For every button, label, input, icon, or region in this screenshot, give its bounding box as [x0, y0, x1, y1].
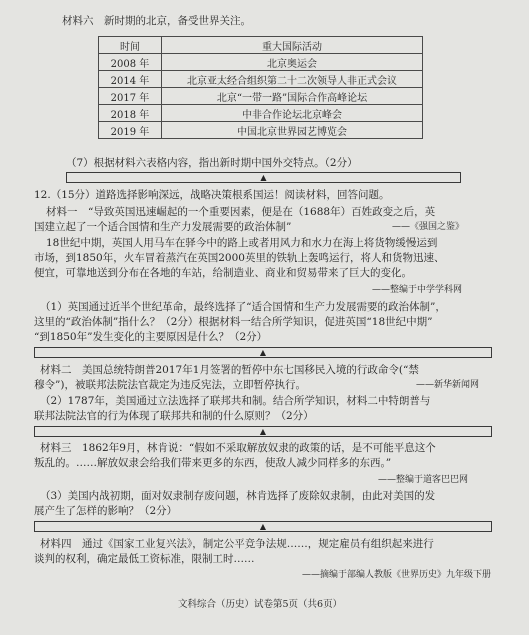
table-cell-event: 中非合作论坛北京峰会: [162, 105, 423, 122]
material-two-line1: 材料二 美国总统特朗普2017年1月签署的暂停中东七国移民入境的行政命令(“禁: [40, 364, 419, 376]
question-2-line2: 联邦法院法官的行为体现了联邦共和制的什么原则？（2分）: [34, 410, 314, 422]
material-two-source: ——新华新闻网: [416, 380, 480, 390]
answer-box-q3[interactable]: [34, 521, 492, 532]
material-one-line2: 国建立起了一个适合国情和生产力发展需要的政治体制”: [34, 221, 292, 233]
table-cell-year: 2019 年: [99, 122, 162, 139]
question-3-line1: （3）美国内战初期，面对奴隶制存废问题，林肯选择了废除奴隶制，由此对美国的发: [40, 490, 436, 502]
question-1-line2: 这里的“政治体制”指什么？（2分）根据材料一结合所学知识，促进英国“18世纪中期”: [34, 316, 433, 328]
question-12-title: 12.（15分）道路选择影响深远，战略决策根系国运！阅读材料，回答问题。: [34, 189, 390, 201]
table-header-time: 时间: [99, 37, 162, 54]
question-1-line3: “到1850年”发生变化的主要原因是什么？（2分）: [34, 331, 268, 343]
table-cell-event: 北京“一带一路”国际合作高峰论坛: [162, 88, 423, 105]
table-row: [99, 71, 423, 88]
material-four-line1: 材料四 通过《国家工业复兴法》，制定公平竞争法规……，规定雇员有组织起来进行: [40, 538, 434, 550]
table-row: [99, 54, 423, 71]
triangle-icon: ▲: [259, 348, 267, 357]
table-cell-event: 北京亚太经合组织第二十二次领导人非正式会议: [162, 71, 423, 88]
material-three-line1: 材料三 1862年9月，林肯说：“假如不采取解放奴隶的政策的话，是不可能平息这个: [40, 442, 436, 454]
triangle-icon: ▲: [259, 427, 267, 436]
material-one-source2: ——整编于中学学科网: [372, 285, 463, 295]
triangle-icon: ▲: [260, 173, 267, 182]
table-cell-year: 2014 年: [99, 71, 162, 88]
material-one-line4: 市场，到1850年，火车冒着蒸汽在英国2000英里的铁轨上轰鸣运行，将人和货物迅速、: [34, 252, 445, 264]
table-cell-year: 2018 年: [99, 105, 162, 122]
table-cell-event: 北京奥运会: [162, 54, 423, 71]
question-7: （7）根据材料六表格内容，指出新时期中国外交特点。（2分）: [66, 157, 358, 169]
table-header-row: [99, 37, 423, 54]
page-footer: 文科综合（历史）试卷第5页（共6页）: [178, 599, 343, 610]
table-cell-year: 2008 年: [99, 54, 162, 71]
material-six-title: 材料六 新时期的北京，备受世界关注。: [62, 15, 251, 27]
material-one-line3: 18世纪中期，英国人用马车在驿今中的路上或者用风力和水力在海上将货物缓慢运到: [46, 237, 438, 249]
answer-box-q2[interactable]: [34, 426, 492, 437]
material-four-source: ——摘编于部编人教版《世界历史》九年级下册: [302, 570, 492, 580]
material-one-line5: 便宜，可靠地送到分布在各地的车站，给制造业、商业和贸易带来了巨大的变化。: [34, 267, 412, 279]
material-one-line1: 材料一 “导致英国迅速崛起的一个重要因素，便是在（1688年）百姓政变之后，英: [46, 206, 436, 218]
material-three-line2: 叛乱的。……解放奴隶会给我们带来更多的东西，使敌人减少同样多的东西。”: [34, 457, 392, 469]
triangle-icon: ▲: [259, 522, 267, 531]
events-table: [98, 36, 423, 139]
question-1-line1: （1）英国通过近半个世纪革命，最终选择了“适合国情和生产力发展需要的政治体制”，: [40, 301, 446, 313]
table-row: [99, 105, 423, 122]
answer-box-q1[interactable]: [34, 347, 492, 358]
question-3-line2: 展产生了怎样的影响？（2分）: [34, 505, 178, 517]
table-cell-event: 中国北京世界园艺博览会: [162, 122, 423, 139]
table-header-event: 重大国际活动: [162, 37, 423, 54]
table-row: [99, 122, 423, 139]
material-three-source: ——整编于道客巴巴网: [378, 475, 469, 485]
table-row: [99, 88, 423, 105]
material-four-line2: 谈判的权利，确定最低工资标准，限制工时……: [34, 553, 255, 565]
question-2-line1: （2）1787年，美国通过立法选择了联邦共和制。结合所学知识，材料二中特朗普与: [40, 395, 431, 407]
material-two-line2: 穆令”)，被联邦法院法官裁定为违反宪法，立即暂停执行。: [34, 379, 306, 391]
material-one-source1: ——《强国之鉴》: [392, 222, 465, 232]
table-cell-year: 2017 年: [99, 88, 162, 105]
answer-box-q7[interactable]: [66, 172, 461, 183]
